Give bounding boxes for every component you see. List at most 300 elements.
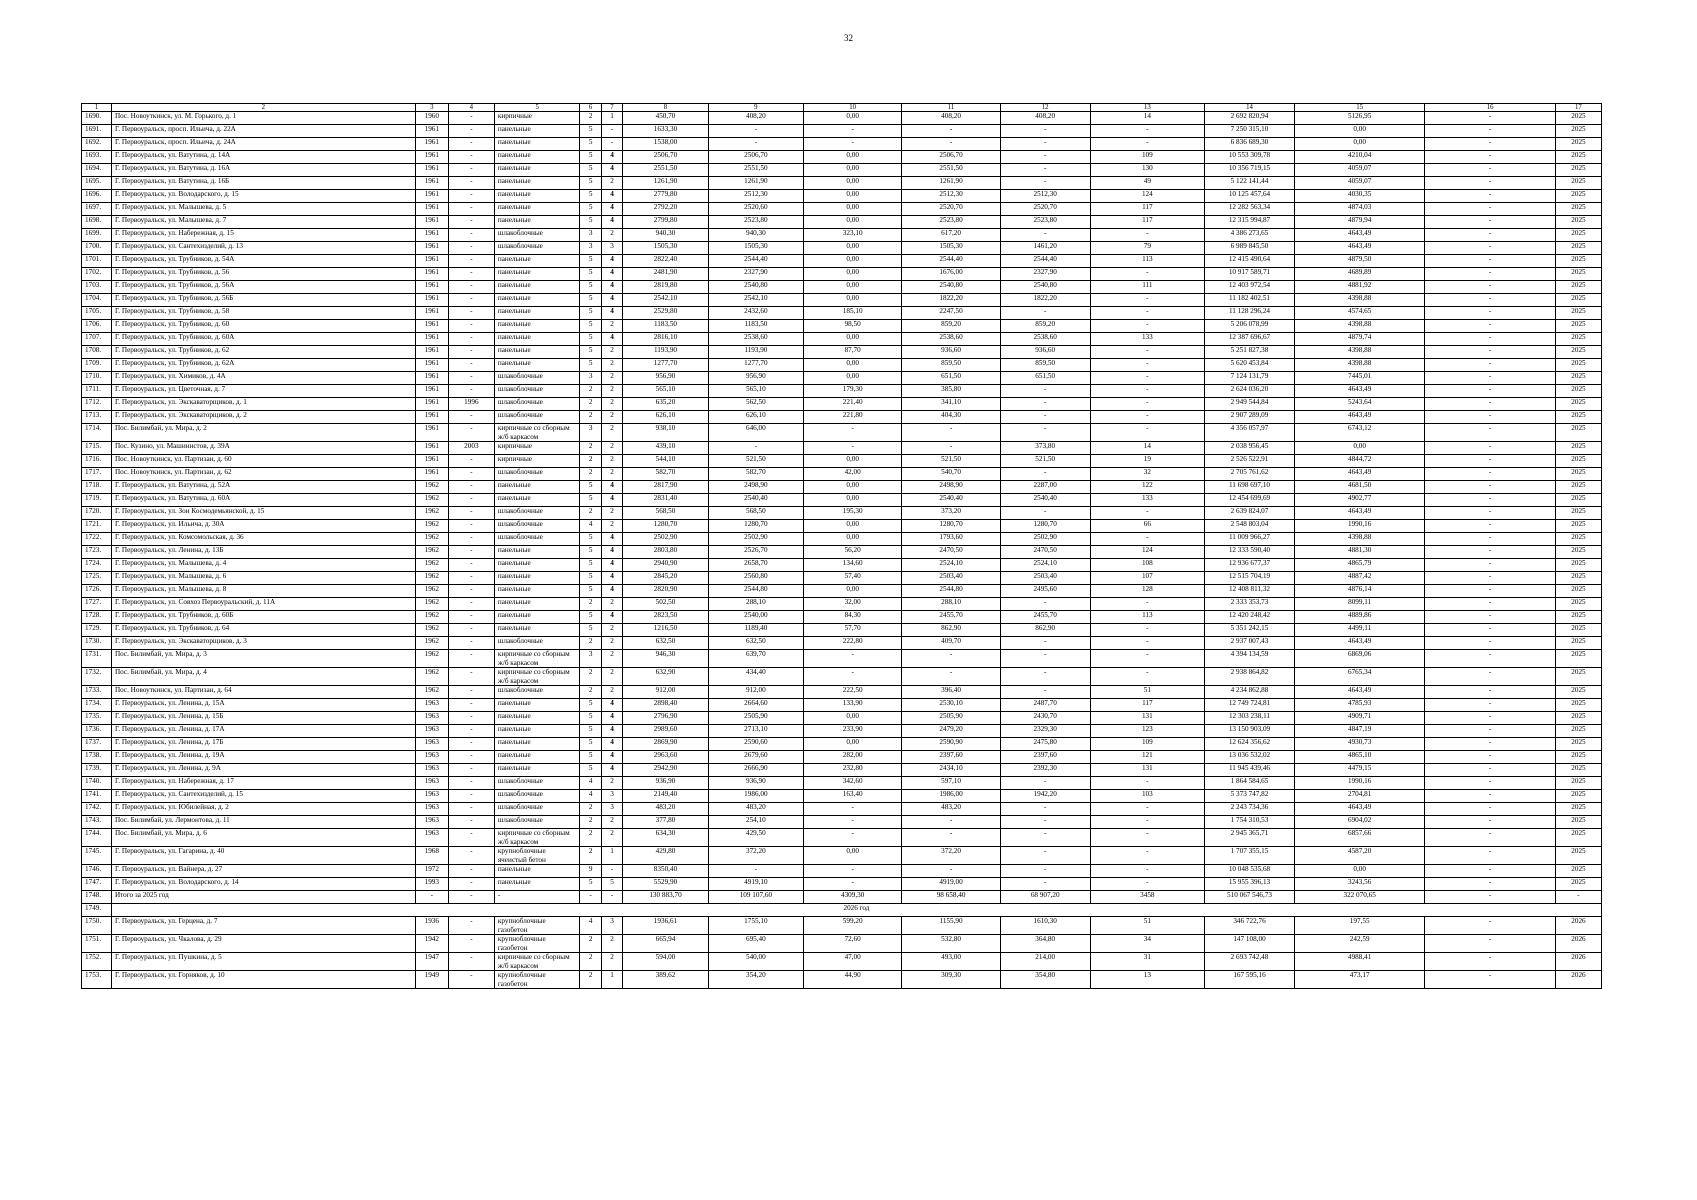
table-row xyxy=(82,255,1602,268)
entrances-cell: 4 xyxy=(601,255,622,268)
wall-material-cell: панельные xyxy=(494,359,580,372)
address-cell: Г. Первоуральск, ул. Горняков, д. 10 xyxy=(111,971,415,989)
state-support-cell: - xyxy=(1425,624,1555,637)
year-built-cell: 1963 xyxy=(415,816,448,829)
residential-area-cell: 695,40 xyxy=(708,935,803,953)
residential-area-cell: 2664,60 xyxy=(708,699,803,712)
state-support-cell: - xyxy=(1425,598,1555,611)
row-number-cell: 1690. xyxy=(82,112,112,125)
residential-area-cell: 429,50 xyxy=(708,829,803,847)
entrances-cell: 1 xyxy=(601,847,622,865)
year-reconstructed-cell: - xyxy=(448,190,494,203)
entrances-cell: 4 xyxy=(601,481,622,494)
municipal-area-cell: - xyxy=(1000,777,1090,790)
residential-area-cell: 1755,10 xyxy=(708,917,803,935)
private-area-cell: 597,10 xyxy=(902,777,1000,790)
floors-cell: 5 xyxy=(580,559,601,572)
private-area-cell: 2455,70 xyxy=(902,611,1000,624)
repair-cost-cell: 4 394 134,59 xyxy=(1205,650,1295,668)
total-area-cell: 2940,90 xyxy=(623,559,709,572)
municipal-area-cell: 2329,30 xyxy=(1000,725,1090,738)
residents-cell: - xyxy=(1090,320,1204,333)
year-built-cell: 1963 xyxy=(415,751,448,764)
table-row xyxy=(82,803,1602,816)
repair-cost-cell: 5 206 078,99 xyxy=(1205,320,1295,333)
entrances-cell: 4 xyxy=(601,533,622,546)
entrances-cell: 4 xyxy=(601,164,622,177)
repair-cost-cell: 2 038 956,45 xyxy=(1205,442,1295,455)
municipal-area-cell: 373,80 xyxy=(1000,442,1090,455)
residential-area-cell: 582,70 xyxy=(708,468,803,481)
cost-per-sqm-cell: 4681,50 xyxy=(1294,481,1424,494)
floors-cell: 5 xyxy=(580,307,601,320)
state-support-cell: - xyxy=(1425,935,1555,953)
planned-year-cell: 2026 xyxy=(1555,917,1601,935)
total-area-cell: 1277,70 xyxy=(623,359,709,372)
year-built-cell: 1963 xyxy=(415,738,448,751)
residential-area-cell: 2666,90 xyxy=(708,764,803,777)
planned-year-cell: 2025 xyxy=(1555,242,1601,255)
state-support-cell: - xyxy=(1425,190,1555,203)
cost-per-sqm-cell: 4865,79 xyxy=(1294,559,1424,572)
cost-per-sqm-cell: 4879,74 xyxy=(1294,333,1424,346)
wall-material-cell: панельные xyxy=(494,320,580,333)
address-cell: Пос. Билимбай, ул. Мира, д. 2 xyxy=(111,424,415,442)
residents-cell: 51 xyxy=(1090,686,1204,699)
residential-area-cell: 2560,80 xyxy=(708,572,803,585)
non-residential-area-cell: 221,80 xyxy=(803,411,901,424)
floors-cell: 5 xyxy=(580,699,601,712)
row-number-cell: 1732. xyxy=(82,668,112,686)
state-support-cell: - xyxy=(1425,764,1555,777)
row-number-cell: 1714. xyxy=(82,424,112,442)
residents-cell: - xyxy=(1090,125,1204,138)
address-cell: Г. Первоуральск, ул. Совхоз Первоуральский, д. 11А xyxy=(111,598,415,611)
entrances-cell: 4 xyxy=(601,764,622,777)
planned-year-cell: 2025 xyxy=(1555,611,1601,624)
planned-year-cell: 2025 xyxy=(1555,559,1601,572)
table-row xyxy=(82,372,1602,385)
private-area-cell: 651,50 xyxy=(902,372,1000,385)
table-row xyxy=(82,138,1602,151)
residential-area-cell: 2498,90 xyxy=(708,481,803,494)
repair-cost-cell: 1 864 584,65 xyxy=(1205,777,1295,790)
year-reconstructed-cell: - xyxy=(448,229,494,242)
planned-year-cell: 2025 xyxy=(1555,203,1601,216)
table-row xyxy=(82,865,1602,878)
table-row xyxy=(82,520,1602,533)
state-support-cell: - xyxy=(1425,177,1555,190)
state-support-cell: - xyxy=(1425,411,1555,424)
state-support-cell: - xyxy=(1425,829,1555,847)
residential-area-cell: 2542,10 xyxy=(708,294,803,307)
row-number-cell: 1713. xyxy=(82,411,112,424)
cost-per-sqm-cell: 4909,71 xyxy=(1294,712,1424,725)
municipal-area-cell: - xyxy=(1000,847,1090,865)
year-reconstructed-cell: - xyxy=(448,598,494,611)
row-number-cell: 1726. xyxy=(82,585,112,598)
residential-area-cell: 1189,40 xyxy=(708,624,803,637)
state-support-cell: - xyxy=(1425,546,1555,559)
total-area-cell: 389,62 xyxy=(623,971,709,989)
residents-cell: 130 xyxy=(1090,164,1204,177)
table-row xyxy=(82,216,1602,229)
year-reconstructed-cell: - xyxy=(448,725,494,738)
municipal-area-cell: 2487,70 xyxy=(1000,699,1090,712)
row-number-cell: 1733. xyxy=(82,686,112,699)
year-built-cell: 1961 xyxy=(415,385,448,398)
municipal-area-cell: 2540,40 xyxy=(1000,494,1090,507)
residential-area-cell: 2544,80 xyxy=(708,585,803,598)
wall-material-cell: шлакоблочные xyxy=(494,385,580,398)
address-cell: Г. Первоуральск, ул. Набережная, д. 17 xyxy=(111,777,415,790)
municipal-area-cell: 2287,00 xyxy=(1000,481,1090,494)
repair-cost-cell: 12 454 699,69 xyxy=(1205,494,1295,507)
floors-cell: 2 xyxy=(580,385,601,398)
non-residential-area-cell: - xyxy=(803,424,901,442)
municipal-area-cell: 2502,90 xyxy=(1000,533,1090,546)
entrances-cell: 2 xyxy=(601,398,622,411)
entrances-cell: 2 xyxy=(601,385,622,398)
residents-cell: 111 xyxy=(1090,281,1204,294)
floors-cell: 2 xyxy=(580,803,601,816)
floors-cell: 4 xyxy=(580,917,601,935)
year-reconstructed-cell: - xyxy=(448,494,494,507)
wall-material-cell: крупноблочные газобетон xyxy=(494,971,580,989)
year-built-cell: 1962 xyxy=(415,637,448,650)
entrances-cell: 2 xyxy=(601,507,622,520)
year-reconstructed-cell: - xyxy=(448,333,494,346)
state-support-cell: - xyxy=(1425,242,1555,255)
municipal-area-cell: 2524,10 xyxy=(1000,559,1090,572)
residents-cell: - xyxy=(1090,650,1204,668)
non-residential-area-cell: 282,00 xyxy=(803,751,901,764)
private-area-cell: 373,20 xyxy=(902,507,1000,520)
residents-cell: 113 xyxy=(1090,611,1204,624)
total-area-cell: 940,30 xyxy=(623,229,709,242)
address-cell: Г. Первоуральск, ул. Ленина, д. 19А xyxy=(111,751,415,764)
table-row xyxy=(82,481,1602,494)
non-residential-area-cell: - xyxy=(803,829,901,847)
non-residential-area-cell: 57,40 xyxy=(803,572,901,585)
repair-cost-cell: 2 639 824,07 xyxy=(1205,507,1295,520)
residents-cell: - xyxy=(1090,829,1204,847)
municipal-area-cell: - xyxy=(1000,177,1090,190)
housing-register-table xyxy=(81,103,1602,989)
table-row xyxy=(82,699,1602,712)
state-support-cell: - xyxy=(1425,112,1555,125)
section-year-cell: 2026 год xyxy=(111,904,1601,917)
entrances-cell: 2 xyxy=(601,372,622,385)
planned-year-cell: 2026 xyxy=(1555,971,1601,989)
year-reconstructed-cell: - xyxy=(448,385,494,398)
residential-area-cell: 568,50 xyxy=(708,507,803,520)
wall-material-cell: кирпичные со сборным ж/б каркасом xyxy=(494,668,580,686)
row-number-cell: 1694. xyxy=(82,164,112,177)
non-residential-area-cell: 0,00 xyxy=(803,712,901,725)
year-built-cell: 1968 xyxy=(415,847,448,865)
address-cell: Г. Первоуральск, ул. Экскаваторщиков, д. 3 xyxy=(111,637,415,650)
total-area-cell: 568,50 xyxy=(623,507,709,520)
year-built-cell: 1947 xyxy=(415,953,448,971)
year-reconstructed-cell: - xyxy=(448,816,494,829)
private-area-cell: 493,00 xyxy=(902,953,1000,971)
repair-cost-cell: 4 386 273,65 xyxy=(1205,229,1295,242)
address-cell: Г. Первоуральск, ул. Трубников, д. 58 xyxy=(111,307,415,320)
municipal-area-cell: - xyxy=(1000,411,1090,424)
total-area-cell: 565,10 xyxy=(623,385,709,398)
planned-year-cell: 2025 xyxy=(1555,190,1601,203)
table-row xyxy=(82,738,1602,751)
table-row xyxy=(82,203,1602,216)
residential-area-cell: 1986,00 xyxy=(708,790,803,803)
non-residential-area-cell: 0,00 xyxy=(803,372,901,385)
cost-per-sqm-cell: 4874,03 xyxy=(1294,203,1424,216)
private-area-cell: 309,30 xyxy=(902,971,1000,989)
total-area-cell: 946,30 xyxy=(623,650,709,668)
planned-year-cell: 2025 xyxy=(1555,151,1601,164)
repair-cost-cell: 2 949 544,84 xyxy=(1205,398,1295,411)
wall-material-cell: панельные xyxy=(494,712,580,725)
planned-year-cell: 2025 xyxy=(1555,494,1601,507)
planned-year-cell: 2025 xyxy=(1555,372,1601,385)
cost-per-sqm-cell: 4210,04 xyxy=(1294,151,1424,164)
address-cell: Г. Первоуральск, ул. Ватутина, д. 16А xyxy=(111,164,415,177)
wall-material-cell: кирпичные со сборным ж/б каркасом xyxy=(494,424,580,442)
year-reconstructed-cell: - xyxy=(448,878,494,891)
year-reconstructed-cell: - xyxy=(448,891,494,904)
residents-cell: 117 xyxy=(1090,699,1204,712)
private-area-cell: 2544,40 xyxy=(902,255,1000,268)
municipal-area-cell: - xyxy=(1000,138,1090,151)
address-cell: Г. Первоуральск, ул. Сантехизделий, д. 13 xyxy=(111,242,415,255)
non-residential-area-cell: 222,50 xyxy=(803,686,901,699)
floors-cell: 5 xyxy=(580,294,601,307)
floors-cell: 2 xyxy=(580,847,601,865)
row-number-cell: 1744. xyxy=(82,829,112,847)
planned-year-cell: 2025 xyxy=(1555,268,1601,281)
entrances-cell: 5 xyxy=(601,878,622,891)
residential-area-cell: - xyxy=(708,125,803,138)
address-cell: Г. Первоуральск, ул. Ватутина, д. 14А xyxy=(111,151,415,164)
entrances-cell: 3 xyxy=(601,242,622,255)
row-number-cell: 1704. xyxy=(82,294,112,307)
floors-cell: 5 xyxy=(580,611,601,624)
floors-cell: 9 xyxy=(580,865,601,878)
address-cell: Г. Первоуральск, ул. Трубников, д. 56Б xyxy=(111,294,415,307)
wall-material-cell: кирпичные xyxy=(494,112,580,125)
repair-cost-cell: 346 722,76 xyxy=(1205,917,1295,935)
row-number-cell: 1742. xyxy=(82,803,112,816)
year-built-cell: 1961 xyxy=(415,268,448,281)
year-built-cell: 1962 xyxy=(415,520,448,533)
private-area-cell: - xyxy=(902,816,1000,829)
non-residential-area-cell: 0,00 xyxy=(803,455,901,468)
year-reconstructed-cell: - xyxy=(448,359,494,372)
private-area-cell: 936,60 xyxy=(902,346,1000,359)
entrances-cell: 2 xyxy=(601,320,622,333)
wall-material-cell: панельные xyxy=(494,333,580,346)
year-built-cell: 1960 xyxy=(415,112,448,125)
cost-per-sqm-cell: 4643,49 xyxy=(1294,229,1424,242)
non-residential-area-cell: 0,00 xyxy=(803,255,901,268)
planned-year-cell: 2025 xyxy=(1555,507,1601,520)
year-reconstructed-cell: - xyxy=(448,559,494,572)
residential-area-cell: 2502,90 xyxy=(708,533,803,546)
cost-per-sqm-cell: 4398,88 xyxy=(1294,294,1424,307)
total-area-cell: 2502,90 xyxy=(623,533,709,546)
repair-cost-cell: 4 234 862,88 xyxy=(1205,686,1295,699)
residential-area-cell: 912,00 xyxy=(708,686,803,699)
planned-year-cell: 2025 xyxy=(1555,294,1601,307)
entrances-cell: 2 xyxy=(601,624,622,637)
municipal-area-cell: - xyxy=(1000,398,1090,411)
year-reconstructed-cell: - xyxy=(448,611,494,624)
planned-year-cell: 2025 xyxy=(1555,598,1601,611)
wall-material-cell: шлакоблочные xyxy=(494,372,580,385)
wall-material-cell: шлакоблочные xyxy=(494,777,580,790)
non-residential-area-cell: 56,20 xyxy=(803,546,901,559)
wall-material-cell: панельные xyxy=(494,294,580,307)
wall-material-cell: панельные xyxy=(494,751,580,764)
total-area-cell: 2529,80 xyxy=(623,307,709,320)
floors-cell: 5 xyxy=(580,725,601,738)
row-number-cell: 1720. xyxy=(82,507,112,520)
cost-per-sqm-cell: 4879,94 xyxy=(1294,216,1424,229)
municipal-area-cell: - xyxy=(1000,865,1090,878)
state-support-cell: - xyxy=(1425,668,1555,686)
repair-cost-cell: 10 553 309,78 xyxy=(1205,151,1295,164)
row-number-cell: 1718. xyxy=(82,481,112,494)
year-built-cell: 1961 xyxy=(415,203,448,216)
repair-cost-cell: 4 356 057,97 xyxy=(1205,424,1295,442)
residents-cell: 122 xyxy=(1090,481,1204,494)
entrances-cell: 2 xyxy=(601,637,622,650)
cost-per-sqm-cell: 0,00 xyxy=(1294,865,1424,878)
year-reconstructed-cell: 2003 xyxy=(448,442,494,455)
planned-year-cell: 2025 xyxy=(1555,803,1601,816)
repair-cost-cell: 7 250 315,10 xyxy=(1205,125,1295,138)
total-area-cell: 632,50 xyxy=(623,637,709,650)
repair-cost-cell: 11 182 402,51 xyxy=(1205,294,1295,307)
address-cell: Пос. Кузино, ул. Машинистов, д. 39А xyxy=(111,442,415,455)
floors-cell: 5 xyxy=(580,281,601,294)
cost-per-sqm-cell: 0,00 xyxy=(1294,125,1424,138)
residential-area-cell: 109 107,60 xyxy=(708,891,803,904)
address-cell: Г. Первоуральск, ул. Малышева, д. 8 xyxy=(111,585,415,598)
non-residential-area-cell: 0,00 xyxy=(803,494,901,507)
entrances-cell: 2 xyxy=(601,598,622,611)
address-cell: Г. Первоуральск, просп. Ильича, д. 24А xyxy=(111,138,415,151)
residential-area-cell: 2544,40 xyxy=(708,255,803,268)
wall-material-cell: крупноблочные газобетон xyxy=(494,917,580,935)
floors-cell: 2 xyxy=(580,468,601,481)
state-support-cell: - xyxy=(1425,481,1555,494)
private-area-cell: 385,80 xyxy=(902,385,1000,398)
state-support-cell: - xyxy=(1425,455,1555,468)
year-reconstructed-cell: - xyxy=(448,971,494,989)
address-cell: Г. Первоуральск, ул. Трубников, д. 54А xyxy=(111,255,415,268)
repair-cost-cell: 7 124 131,79 xyxy=(1205,372,1295,385)
repair-cost-cell: 5 373 747,82 xyxy=(1205,790,1295,803)
row-number-cell: 1740. xyxy=(82,777,112,790)
private-area-cell: 98 658,40 xyxy=(902,891,1000,904)
residential-area-cell: 940,30 xyxy=(708,229,803,242)
entrances-cell: - xyxy=(601,138,622,151)
table-row xyxy=(82,533,1602,546)
year-built-cell: 1962 xyxy=(415,494,448,507)
planned-year-cell: - xyxy=(1555,891,1601,904)
residential-area-cell: 2523,80 xyxy=(708,216,803,229)
wall-material-cell: шлакоблочные xyxy=(494,790,580,803)
cost-per-sqm-cell: 4889,86 xyxy=(1294,611,1424,624)
residents-cell: 107 xyxy=(1090,572,1204,585)
address-cell: Пос. Билимбай, ул. Лермонтова, д. 11 xyxy=(111,816,415,829)
floors-cell: 5 xyxy=(580,268,601,281)
state-support-cell: - xyxy=(1425,917,1555,935)
private-area-cell: 862,90 xyxy=(902,624,1000,637)
year-reconstructed-cell: - xyxy=(448,346,494,359)
wall-material-cell: панельные xyxy=(494,738,580,751)
private-area-cell: 372,20 xyxy=(902,847,1000,865)
year-built-cell: 1993 xyxy=(415,878,448,891)
residential-area-cell: 2658,70 xyxy=(708,559,803,572)
year-built-cell: 1961 xyxy=(415,455,448,468)
entrances-cell: 2 xyxy=(601,468,622,481)
residential-area-cell: - xyxy=(708,442,803,455)
floors-cell: 5 xyxy=(580,125,601,138)
cost-per-sqm-cell: 7445,01 xyxy=(1294,372,1424,385)
floors-cell: 2 xyxy=(580,411,601,424)
row-number-cell: 1741. xyxy=(82,790,112,803)
total-area-cell: 1193,90 xyxy=(623,346,709,359)
private-area-cell: 2590,90 xyxy=(902,738,1000,751)
entrances-cell: 2 xyxy=(601,424,622,442)
municipal-area-cell: 1280,70 xyxy=(1000,520,1090,533)
cost-per-sqm-cell: 6904,02 xyxy=(1294,816,1424,829)
private-area-cell: 2470,50 xyxy=(902,546,1000,559)
year-reconstructed-cell: - xyxy=(448,585,494,598)
year-reconstructed-cell: - xyxy=(448,546,494,559)
year-built-cell: 1962 xyxy=(415,507,448,520)
total-area-cell: 582,70 xyxy=(623,468,709,481)
residents-cell: 123 xyxy=(1090,725,1204,738)
private-area-cell: - xyxy=(902,865,1000,878)
address-cell: Г. Первоуральск, ул. Ленина, д. 15Б xyxy=(111,712,415,725)
year-built-cell: 1961 xyxy=(415,294,448,307)
private-area-cell: 1793,60 xyxy=(902,533,1000,546)
planned-year-cell: 2025 xyxy=(1555,751,1601,764)
year-reconstructed-cell: - xyxy=(448,917,494,935)
non-residential-area-cell: 232,80 xyxy=(803,764,901,777)
floors-cell: 4 xyxy=(580,777,601,790)
planned-year-cell: 2025 xyxy=(1555,572,1601,585)
total-area-cell: 2819,80 xyxy=(623,281,709,294)
municipal-area-cell: 651,50 xyxy=(1000,372,1090,385)
year-reconstructed-cell: - xyxy=(448,242,494,255)
state-support-cell: - xyxy=(1425,229,1555,242)
cost-per-sqm-cell: 1990,16 xyxy=(1294,520,1424,533)
total-area-cell: 2149,40 xyxy=(623,790,709,803)
private-area-cell: - xyxy=(902,650,1000,668)
non-residential-area-cell: 32,00 xyxy=(803,598,901,611)
planned-year-cell: 2025 xyxy=(1555,712,1601,725)
table-row xyxy=(82,686,1602,699)
floors-cell: 3 xyxy=(580,424,601,442)
repair-cost-cell: 2 548 803,04 xyxy=(1205,520,1295,533)
wall-material-cell: панельные xyxy=(494,725,580,738)
row-number-cell: 1693. xyxy=(82,151,112,164)
